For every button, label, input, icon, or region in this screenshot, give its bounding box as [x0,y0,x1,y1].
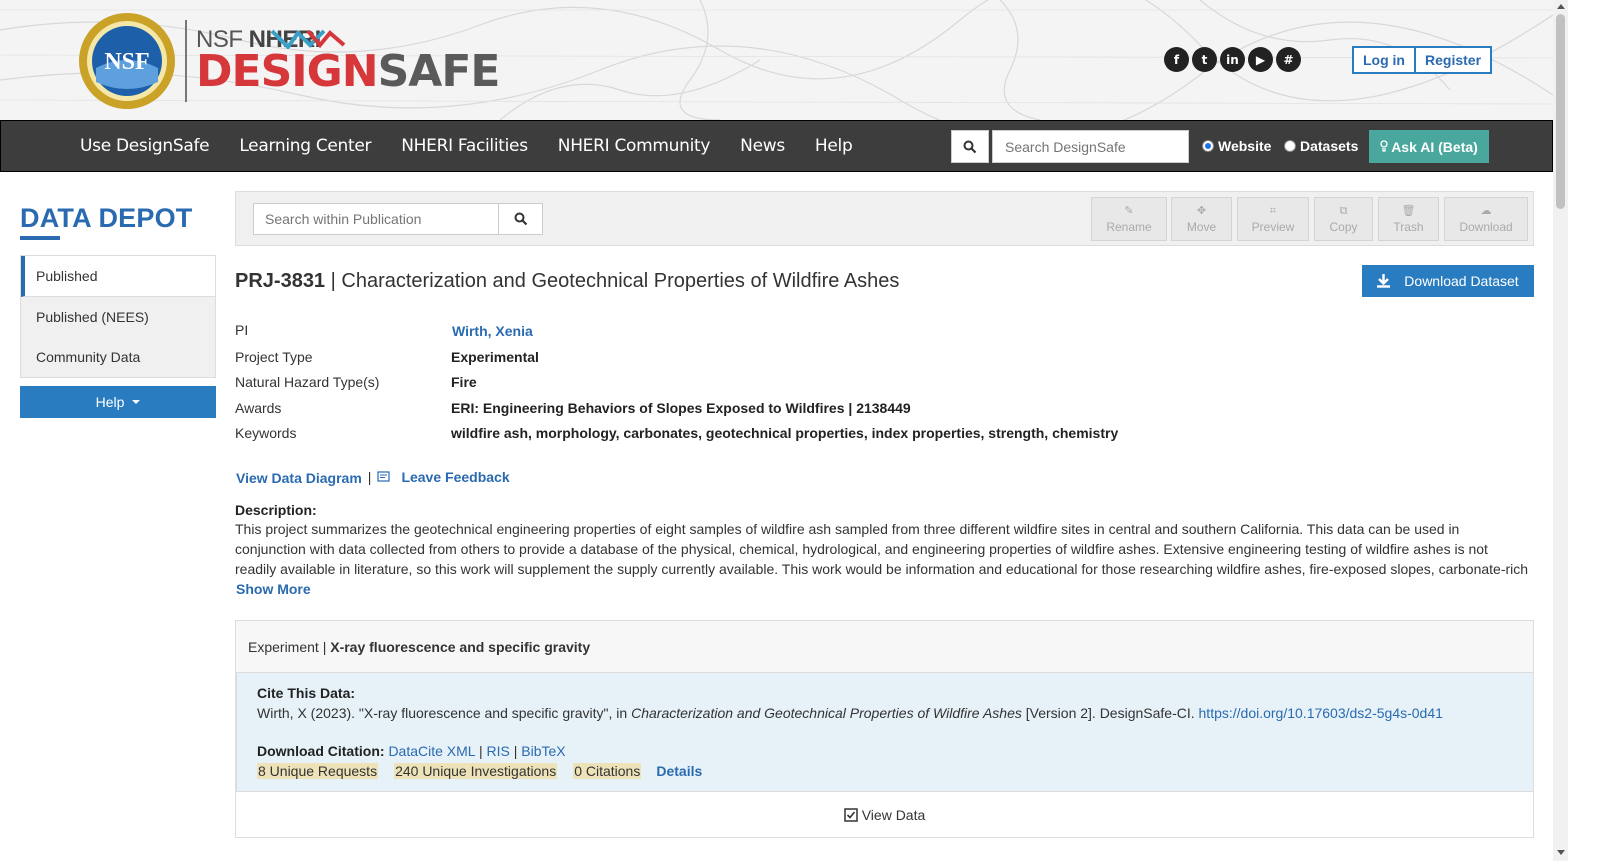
cloud-download-icon: ☁ [1480,204,1492,217]
nsf-logo-text: NSF [104,49,150,75]
nav-menu [65,121,867,171]
nav-item-nheri-facilities[interactable]: NHERI Facilities [401,136,528,156]
view-data-diagram-link[interactable]: View Data Diagram [236,470,362,486]
page-scrollbar[interactable] [1553,0,1568,861]
scroll-down-arrow-icon[interactable] [1557,850,1565,855]
unique-requests-badge: 8 Unique Requests [258,763,378,779]
nav-item-news[interactable]: News [740,136,785,156]
download-dataset-button[interactable] [1362,265,1534,297]
show-more-link[interactable]: Show More [236,581,311,597]
nsf-logo[interactable] [78,12,176,110]
nav-item-help[interactable]: Help [814,136,853,156]
designsafe-logo[interactable] [196,46,499,98]
preview-button[interactable] [1237,197,1309,241]
experiment-title: X-ray fluorescence and specific gravity [330,638,591,655]
meta-label-hazard: Natural Hazard Type(s) [235,374,380,390]
radio-website-button[interactable] [1202,140,1214,152]
ask-ai-label: Ask AI (Beta) [1391,138,1478,155]
sidebar-item-community-data[interactable]: Community Data [36,349,141,365]
rename-label: Rename [1106,219,1152,234]
right-gutter [1568,0,1600,861]
file-toolbar [235,191,1534,246]
project-links [236,468,510,486]
site-search-button[interactable] [951,130,989,163]
citation-project-title: Characterization and Geotechnical Properties of Wildfire Ashes [631,705,1022,721]
cite-this-data-label: Cite This Data: [257,685,356,701]
ask-ai-button[interactable] [1369,130,1489,163]
citation-text [257,705,1443,721]
radio-datasets[interactable] [1284,138,1358,154]
experiment-type: Experiment [248,638,319,655]
description-text: This project summarizes the geotechnical engineering properties of eight samples of wildfire ash sampled from three different wildfire sites in central and southern California. This data can be used in conjunction with data collected from others to provide a database of the physical, chemical, hydrological, and engineering properties of wildfire ashes. Extensive engineering testing of wildfire ashes is not readily available in literature, so this work will supplement the supply currently available. This work would be information and educational for those researching wildfire ashes, fire-exposed slopes, carbonate-rich [235,521,1529,577]
sidebar-menu [20,255,216,378]
meta-value-hazard: Fire [451,374,477,390]
nav-item-nheri-community[interactable]: NHERI Community [557,136,711,156]
data-depot-title: DATA DEPOT [20,203,193,233]
doi-link[interactable]: https://doi.org/10.17603/ds2-5g4s-0d41 [1198,705,1443,721]
trash-label: Trash [1393,219,1424,234]
copy-label: Copy [1329,219,1358,234]
site-header [0,0,1553,120]
help-label: Help [95,394,125,410]
search-icon [963,140,977,154]
main-navbar [0,120,1553,172]
meta-label-pi: PI [235,322,249,338]
view-data-button[interactable] [236,791,1533,837]
brand-design: DESIGN [196,46,378,97]
metrics-details-link[interactable]: Details [656,763,703,779]
linkedin-icon[interactable]: in [1220,47,1245,72]
feedback-icon [377,471,391,483]
project-id: PRJ-3831 [235,270,326,292]
datacite-xml-link[interactable]: DataCite XML [388,743,476,759]
caret-down-icon [132,400,140,404]
experiment-panel [235,620,1534,838]
preview-label: Preview [1251,219,1295,234]
binoculars-icon: ⌗ [1269,204,1277,217]
meta-value-keywords: wildfire ash, morphology, carbonates, geotechnical properties, index properties, strength, chemistry [451,425,1119,441]
download-label: Download [1459,219,1513,234]
citations-badge: 0 Citations [574,763,641,779]
scroll-thumb[interactable] [1556,14,1565,209]
title-underline [20,236,60,240]
download-icon [1377,274,1390,288]
link-separator: | [367,469,372,485]
twitter-icon[interactable]: t [1192,47,1217,72]
leave-feedback-link[interactable]: Leave Feedback [401,469,510,485]
bibtex-link[interactable]: BibTeX [521,743,566,759]
meta-label-keywords: Keywords [235,425,297,441]
copy-icon: ⧉ [1339,204,1348,217]
citation-suffix: [Version 2]. DesignSafe-CI. [1021,705,1199,721]
download-button[interactable] [1444,197,1528,241]
brand-nheri: NHERI [248,26,321,53]
ris-link[interactable]: RIS [486,743,510,759]
project-title: PRJ-3831 | Characterization and Geotechnical Properties of Wildfire Ashes [235,270,900,292]
site-search-input[interactable] [992,130,1189,163]
radio-website-label: Website [1218,138,1272,154]
scroll-up-arrow-icon[interactable] [1557,4,1565,9]
experiment-header[interactable]: Experiment | X-ray fluorescence and specific gravity [236,621,1533,673]
move-icon: ✥ [1196,204,1207,217]
sidebar-item-published-nees[interactable]: Published (NEES) [36,309,149,325]
facebook-icon[interactable]: f [1164,47,1189,72]
trash-icon: 🗑︎ [1401,204,1416,217]
brand-prefix: NSF [196,26,243,53]
lightbulb-icon [1380,140,1388,153]
rename-button[interactable] [1091,197,1167,241]
citation-area [236,673,1533,791]
meta-value-awards: ERI: Engineering Behaviors of Slopes Exposed to Wildfires | 2138449 [451,400,911,416]
view-data-label: View Data [861,806,926,823]
login-link[interactable]: Log in [1354,48,1416,72]
slack-icon[interactable]: # [1276,47,1301,72]
publication-search-button[interactable] [498,203,543,235]
nav-item-learning-center[interactable]: Learning Center [239,136,372,156]
move-label: Move [1186,219,1217,234]
checkbox-icon [844,808,858,822]
move-button[interactable] [1171,197,1232,241]
radio-datasets-button[interactable] [1284,140,1296,152]
auth-buttons [1352,46,1492,74]
radio-datasets-label: Datasets [1300,138,1359,154]
youtube-icon[interactable]: ▶ [1248,47,1273,72]
social-links [1164,47,1301,72]
download-dataset-label: Download Dataset [1404,273,1519,289]
metrics-row [257,763,702,779]
help-dropdown-button[interactable] [20,386,216,418]
meta-value-project-type: Experimental [451,349,539,365]
radio-website[interactable] [1202,138,1271,154]
project-name: Characterization and Geotechnical Properties of Wildfire Ashes [341,270,900,292]
meta-value-pi[interactable]: Wirth, Xenia [452,323,533,339]
sidebar-item-published[interactable]: Published [21,256,215,297]
brand-safe: SAFE [377,46,500,97]
meta-label-awards: Awards [235,400,282,416]
download-citation-row: Download Citation: DataCite XML | RIS | BibTeX [257,743,566,759]
trash-button[interactable] [1378,197,1439,241]
unique-investigations-badge: 240 Unique Investigations [395,763,557,779]
pencil-icon: ✎ [1124,204,1134,217]
copy-button[interactable] [1314,197,1373,241]
register-link[interactable]: Register [1425,52,1482,68]
meta-label-project-type: Project Type [235,349,313,365]
description-label: Description: [235,502,317,518]
nav-item-use-designsafe[interactable]: Use DesignSafe [80,136,210,156]
publication-search-input[interactable] [253,203,499,235]
logo-divider [185,20,187,102]
download-citation-label: Download Citation: [257,743,385,759]
citation-prefix: Wirth, X (2023). "X-ray fluorescence and specific gravity", in [257,705,632,721]
search-icon [514,212,528,226]
